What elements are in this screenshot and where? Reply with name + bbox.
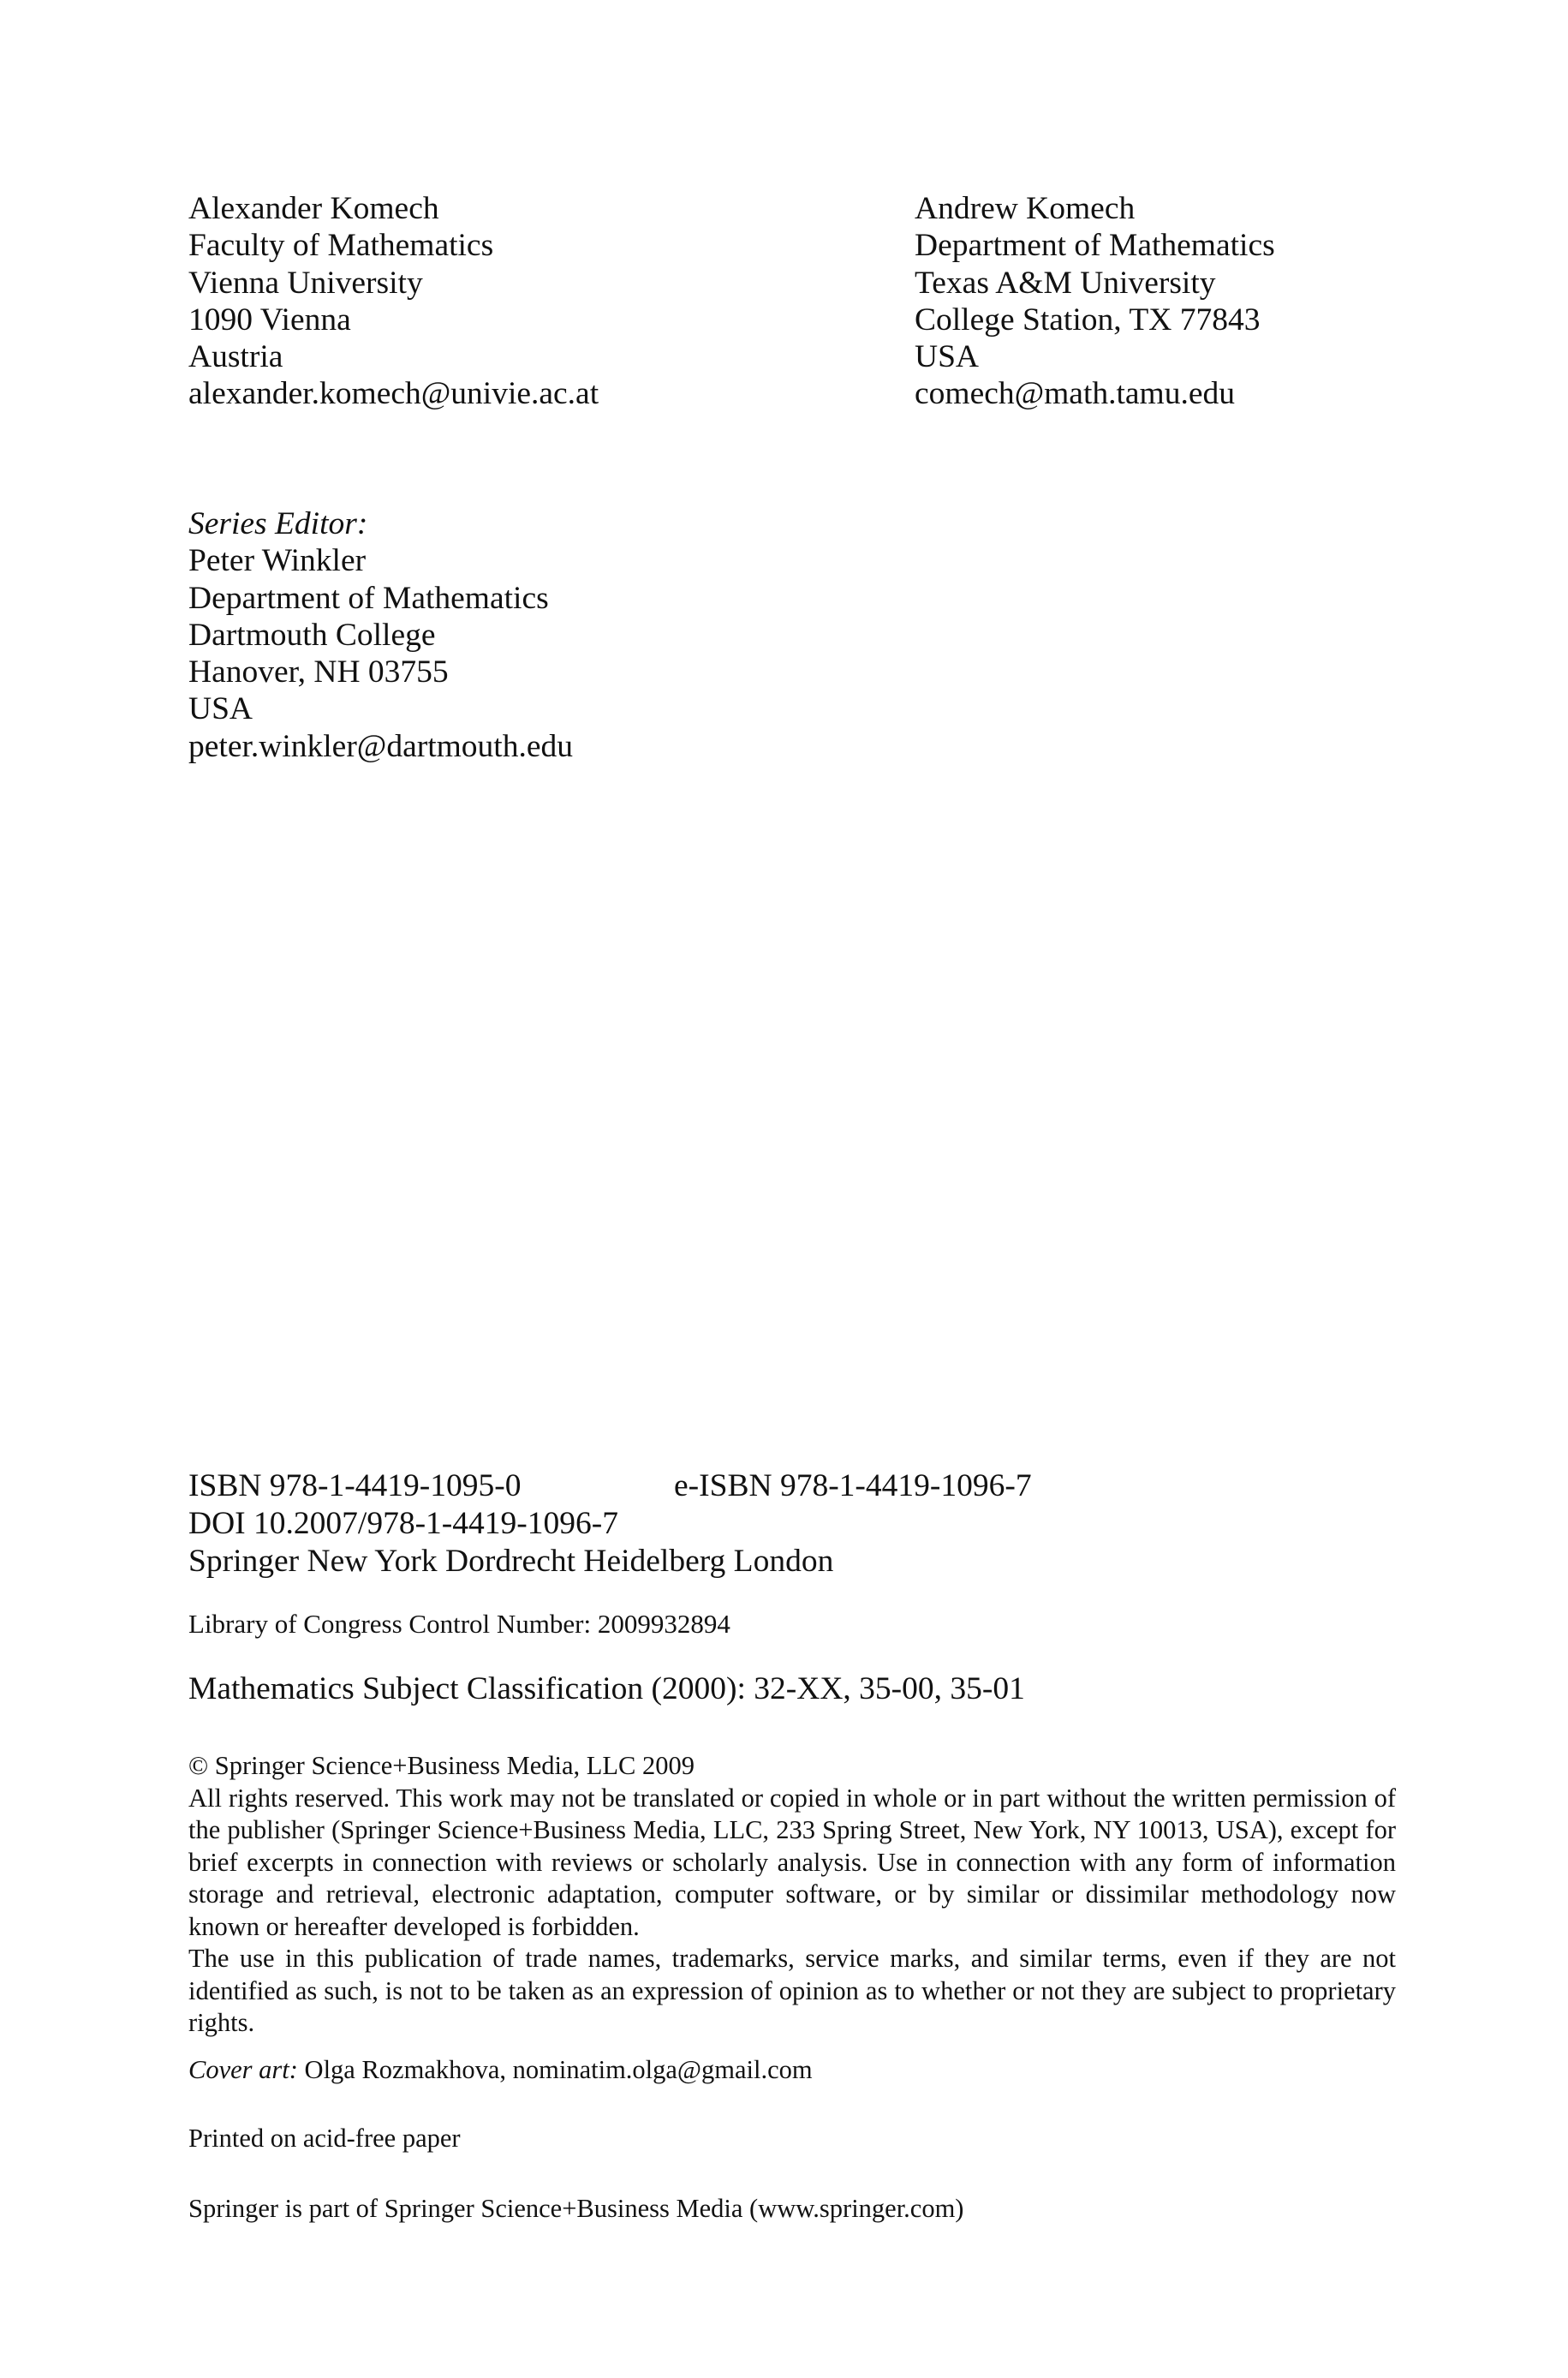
author-email: alexander.komech@univie.ac.at (188, 376, 599, 412)
author-email: comech@math.tamu.edu (915, 376, 1235, 412)
author-country: Austria (188, 339, 283, 375)
cover-art-artist: Olga Rozmakhova, nominatim.olga@gmail.com (304, 2055, 813, 2084)
author-address-right (915, 190, 1275, 413)
author-city: 1090 Vienna (188, 302, 351, 338)
author-department: Faculty of Mathematics (188, 228, 494, 264)
subject-classification: Mathematics Subject Classification (2000): 32-XX, 35-00, 35-01 (188, 1671, 1025, 1706)
series-editor-institution: Dartmouth College (188, 617, 436, 653)
cover-art-credit (188, 2054, 813, 2086)
series-editor-email: peter.winkler@dartmouth.edu (188, 728, 573, 764)
author-department: Department of Mathematics (915, 228, 1275, 264)
doi: DOI 10.2007/978-1-4419-1096-7 (188, 1506, 619, 1541)
e-isbn: e-ISBN 978-1-4419-1096-7 (674, 1468, 1032, 1503)
series-editor-department: Department of Mathematics (188, 580, 549, 616)
author-country: USA (915, 339, 980, 375)
isbn: ISBN 978-1-4419-1095-0 (188, 1468, 522, 1503)
rights-statement: All rights reserved. This work may not be translated or copied in whole or in part without the written permission of the publisher (Springer Science+Business Media, LLC, 233 Spring Street, New York, NY 10013, USA), except for brief excerpts in connection with reviews or scholarly analysis. Use in connection with any form of information storage and retrieval, electronic adaptation, computer software, or by similar or dissimilar methodology now known or hereafter developed is forbidden. (188, 1783, 1396, 1941)
publisher-statement: Springer is part of Springer Science+Business Media (www.springer.com) (188, 2194, 964, 2223)
trademark-statement: The use in this publication of trade names, trademarks, service marks, and similar terms, even if they are not identified as such, is not to be taken as an expression of opinion as to whether or not they are subject to proprietary rights. (188, 1944, 1396, 2037)
copyright-notice (188, 1750, 1396, 2040)
cover-art-label: Cover art: (188, 2055, 298, 2084)
author-institution: Texas A&M University (915, 265, 1216, 301)
paper-note: Printed on acid-free paper (188, 2124, 461, 2153)
series-editor-city: Hanover, NH 03755 (188, 654, 449, 690)
author-name: Andrew Komech (915, 191, 1136, 226)
series-editor-name: Peter Winkler (188, 543, 367, 579)
author-institution: Vienna University (188, 265, 423, 301)
series-editor-heading: Series Editor: (188, 506, 368, 541)
copyright-line: © Springer Science+Business Media, LLC 2009 (188, 1751, 695, 1780)
series-editor-address (188, 505, 573, 765)
library-of-congress-number: Library of Congress Control Number: 2009932894 (188, 1609, 730, 1639)
author-address-left (188, 190, 599, 413)
author-name: Alexander Komech (188, 191, 439, 226)
isbn-line (188, 1467, 1404, 1505)
series-editor-country: USA (188, 691, 253, 727)
author-city: College Station, TX 77843 (915, 302, 1261, 338)
publication-info (188, 1467, 1404, 1580)
publisher-cities: Springer New York Dordrecht Heidelberg London (188, 1543, 834, 1579)
